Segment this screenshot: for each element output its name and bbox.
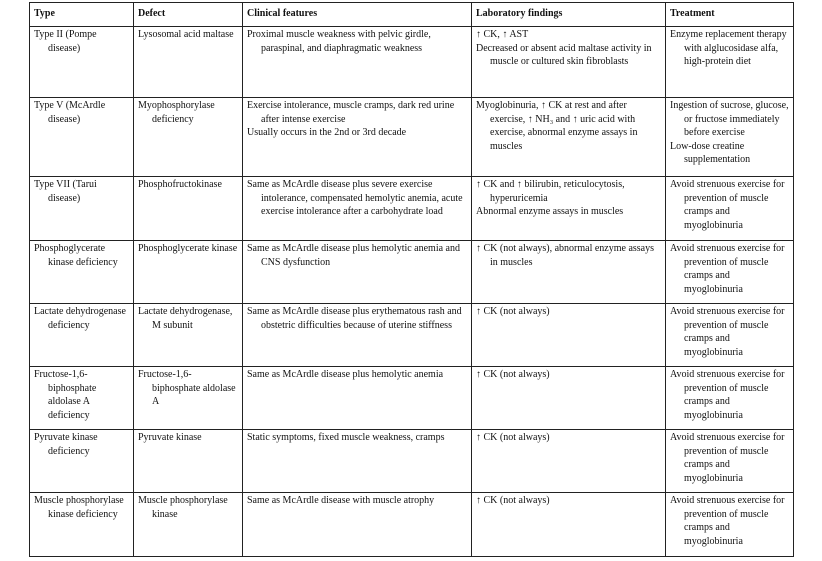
table-row [30,304,794,367]
cell-clinical-features-line: Proximal muscle weakness with pelvic girdle, paraspinal, and diaphragmatic weakness [247,29,431,54]
table-row [30,367,794,430]
cell-treatment-line: Avoid strenuous exercise for prevention of muscle cramps and myoglobinuria [670,243,785,295]
cell-clinical-features-line: Same as McArdle disease plus hemolytic anemia [247,369,444,380]
cell-laboratory-findings [472,430,666,493]
cell-treatment [666,493,794,557]
cell-laboratory-findings-line: Decreased or absent acid maltase activity in muscle or cultured skin fibroblasts [476,42,652,68]
cell-defect-text: Muscle phosphorylase kinase [138,495,228,520]
cell-laboratory-findings [472,98,666,177]
cell-laboratory-findings [472,27,666,98]
cell-type [30,177,134,241]
cell-type [30,241,134,304]
cell-type [30,493,134,557]
cell-clinical-features [243,304,472,367]
cell-defect [134,177,243,241]
table-row [30,241,794,304]
header-treatment: Treatment [666,3,794,27]
cell-clinical-features-line: Same as McArdle disease with muscle atrophy [247,495,435,506]
cell-treatment [666,27,794,98]
cell-clinical-features [243,367,472,430]
cell-defect-text: Phosphoglycerate kinase [138,243,238,254]
header-row [30,3,794,27]
cell-type-text: Type V (McArdle disease) [34,100,106,125]
cell-clinical-features [243,98,472,177]
cell-treatment-line: Low-dose creatine supplementation [670,140,751,166]
table-row [30,177,794,241]
cell-defect [134,241,243,304]
cell-treatment-line: Avoid strenuous exercise for prevention of muscle cramps and myoglobinuria [670,432,785,484]
cell-laboratory-findings-line: ↑ CK and ↑ bilirubin, reticulocytosis, hyperuricemia [476,179,625,204]
cell-treatment [666,367,794,430]
glycogen-storage-disease-table [29,2,794,557]
cell-type-text: Lactate dehydrogenase deficiency [34,306,126,331]
cell-clinical-features [243,493,472,557]
cell-type-text: Muscle phosphorylase kinase deficiency [34,495,124,520]
table-body [30,27,794,557]
cell-clinical-features [243,241,472,304]
header-laboratory-findings: Laboratory findings [472,3,666,27]
cell-defect [134,304,243,367]
cell-clinical-features-line: Usually occurs in the 2nd or 3rd decade [247,127,407,139]
cell-clinical-features-line: Static symptoms, fixed muscle weakness, cramps [247,432,445,443]
cell-clinical-features-line: Same as McArdle disease plus erythematous rash and obstetric difficulties because of uterine stiffness [247,306,462,331]
cell-defect-text: Myophosphorylase deficiency [138,100,215,125]
cell-laboratory-findings-line: Abnormal enzyme assays in muscles [476,206,624,218]
cell-clinical-features [243,177,472,241]
header-clinical-features: Clinical features [243,3,472,27]
cell-laboratory-findings-line: ↑ CK (not always) [476,369,550,380]
cell-laboratory-findings-line: ↑ CK (not always) [476,495,550,506]
cell-laboratory-findings-line: ↑ CK (not always) [476,306,550,317]
cell-treatment-line: Avoid strenuous exercise for prevention of muscle cramps and myoglobinuria [670,306,785,358]
cell-type-text: Type II (Pompe disease) [34,29,97,54]
cell-type-text: Fructose-1,6-biphosphate aldolase A deficiency [34,369,97,421]
cell-defect [134,493,243,557]
cell-treatment [666,304,794,367]
table-row [30,98,794,177]
cell-treatment-line: Avoid strenuous exercise for prevention of muscle cramps and myoglobinuria [670,369,785,421]
cell-laboratory-findings-line: Myoglobinuria, ↑ CK at rest and after exercise, ↑ NH₃ and ↑ uric acid with exercise, abnormal enzyme assays in muscles [476,100,638,152]
cell-defect [134,367,243,430]
cell-treatment [666,177,794,241]
cell-clinical-features-line: Same as McArdle disease plus severe exercise intolerance, compensated hemolytic anemia, acute exercise intolerance after a carbohydrate load [247,179,463,218]
cell-laboratory-findings [472,367,666,430]
cell-treatment [666,98,794,177]
cell-laboratory-findings [472,177,666,241]
cell-clinical-features-line: Same as McArdle disease plus hemolytic anemia and CNS dysfunction [247,243,460,268]
cell-treatment-line: Enzyme replacement therapy with alglucosidase alfa, high-protein diet [670,29,787,68]
cell-clinical-features [243,27,472,98]
cell-defect-text: Lactate dehydrogenase, M subunit [138,306,233,331]
cell-laboratory-findings-line: ↑ CK (not always) [476,432,550,443]
cell-defect [134,98,243,177]
cell-defect-text: Phosphofructokinase [138,179,222,190]
table-row [30,493,794,557]
cell-defect [134,27,243,98]
cell-defect-text: Lysosomal acid maltase [138,29,234,40]
cell-defect-text: Pyruvate kinase [138,432,202,443]
cell-type [30,27,134,98]
cell-treatment [666,430,794,493]
table-row [30,430,794,493]
cell-treatment-line: Ingestion of sucrose, glucose, or fructose immediately before exercise [670,100,789,139]
cell-treatment-line: Avoid strenuous exercise for prevention of muscle cramps and myoglobinuria [670,179,785,231]
cell-laboratory-findings [472,493,666,557]
cell-defect [134,430,243,493]
cell-laboratory-findings-line: ↑ CK, ↑ AST [476,29,529,40]
cell-laboratory-findings [472,241,666,304]
cell-type [30,430,134,493]
cell-treatment-line: Avoid strenuous exercise for prevention of muscle cramps and myoglobinuria [670,495,785,547]
cell-clinical-features-line: Exercise intolerance, muscle cramps, dark red urine after intense exercise [247,100,455,125]
cell-type [30,304,134,367]
table-row [30,27,794,98]
header-type: Type [30,3,134,27]
cell-type-text: Pyruvate kinase deficiency [34,432,98,457]
cell-type [30,98,134,177]
cell-treatment [666,241,794,304]
cell-type [30,367,134,430]
cell-type-text: Type VII (Tarui disease) [34,179,97,204]
header-defect: Defect [134,3,243,27]
cell-clinical-features [243,430,472,493]
cell-laboratory-findings-line: ↑ CK (not always), abnormal enzyme assays in muscles [476,243,655,268]
cell-type-text: Phosphoglycerate kinase deficiency [34,243,118,268]
cell-defect-text: Fructose-1,6-biphosphate aldolase A [138,369,236,408]
cell-laboratory-findings [472,304,666,367]
